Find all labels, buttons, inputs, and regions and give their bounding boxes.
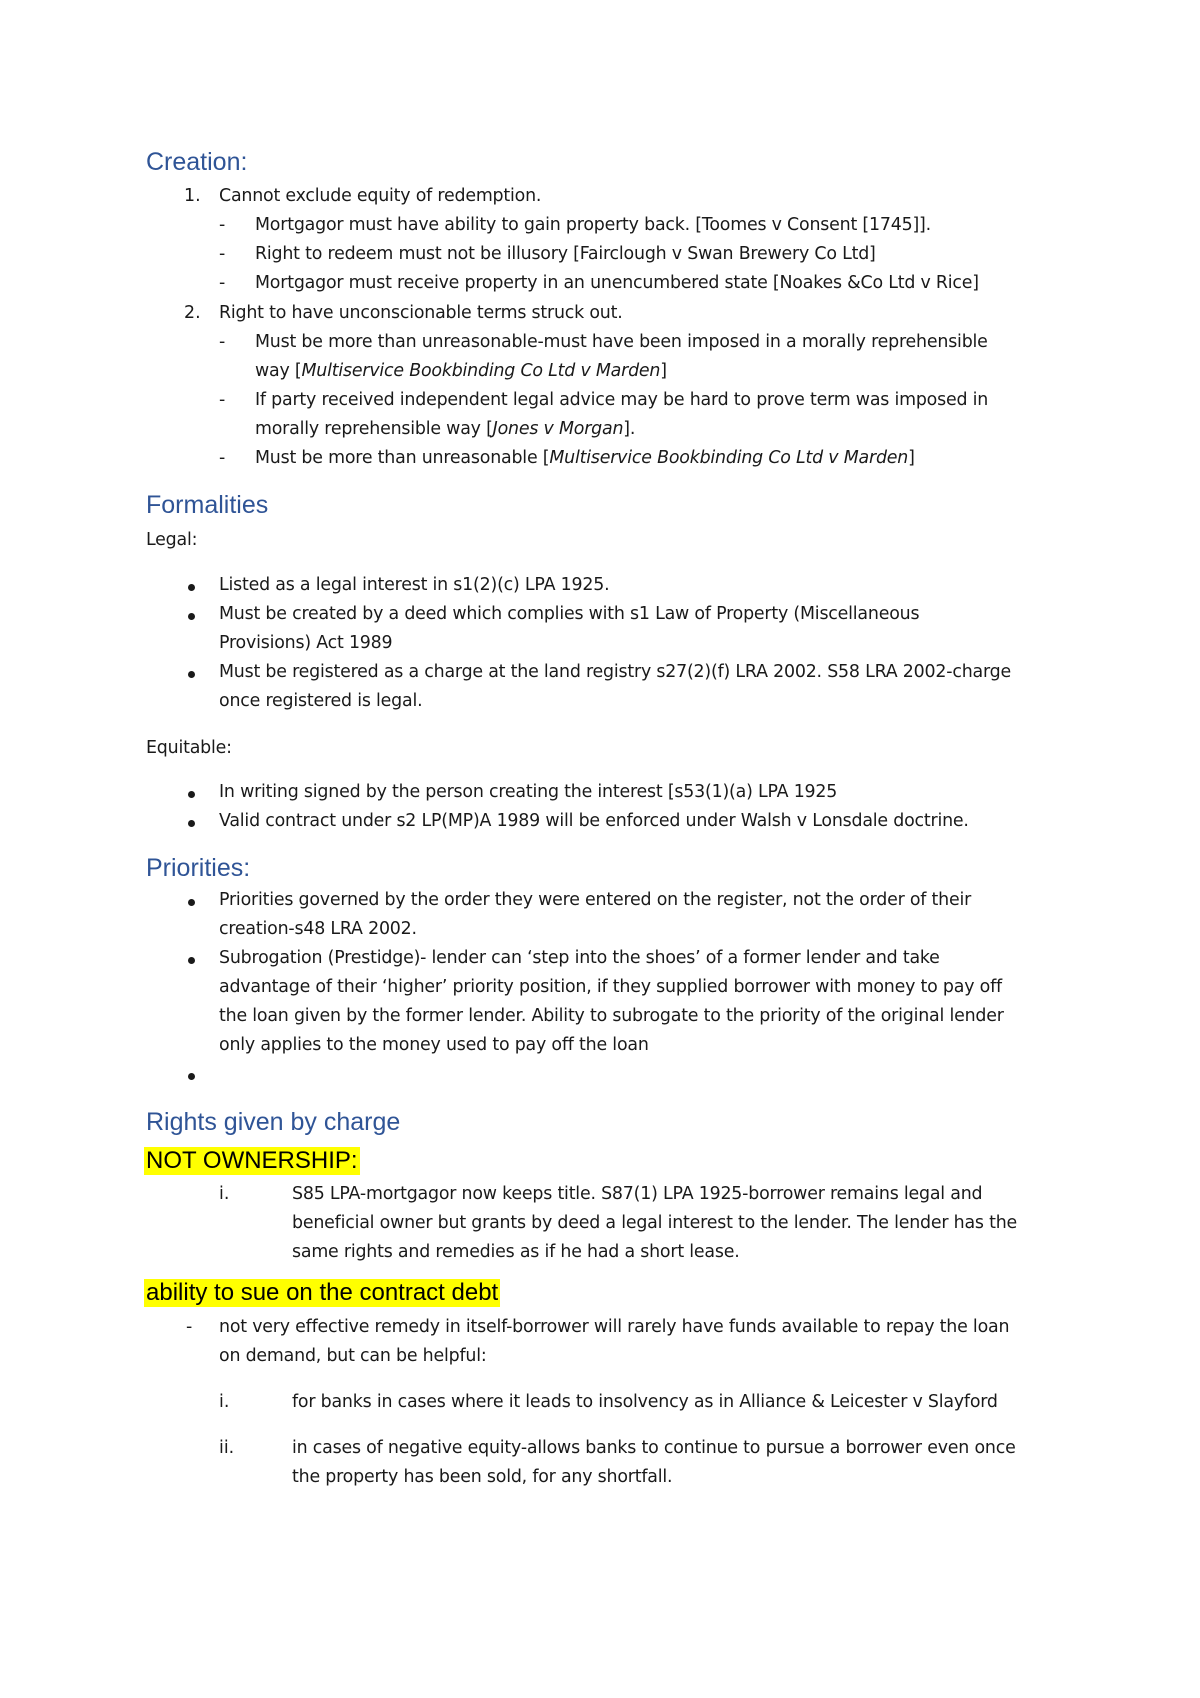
rights-item-i-line-1: S85 LPA-mortgagor now keeps title. S87(1) LPA 1925-borrower remains legal and [292,1184,983,1204]
equitable-label: Equitable: [146,738,232,758]
priorities-heading: Priorities: [146,854,251,882]
case-citation: Jones v Morgan [492,419,624,439]
bullet-dot-empty [188,1073,195,1080]
roman-numeral-i: i. [219,1184,230,1204]
bullet-dot [188,584,195,591]
roman-numeral-i: i. [219,1392,230,1412]
creation-item-1-text: Cannot exclude equity of redemption. [219,186,542,206]
dash-bullet: - [219,273,226,293]
creation-item-2-sub-1-line-2: way [Multiservice Bookbinding Co Ltd v Marden] [255,361,667,381]
case-citation: Multiservice Bookbinding Co Ltd v Marden [301,361,661,381]
roman-numeral-ii: ii. [219,1438,235,1458]
dash-bullet: - [219,332,226,352]
sue-item-ii-line-1: in cases of negative equity-allows banks to continue to pursue a borrower even once [292,1438,1016,1458]
dash-bullet: - [219,390,226,410]
rights-item-i-line-3: same rights and remedies as if he had a short lease. [292,1242,740,1262]
priorities-bullet-2-line-4: only applies to the money used to pay off the loan [219,1035,649,1055]
priorities-bullet-2-line-2: advantage of their ‘higher’ priority position, if they supplied borrower with money to pay off [219,977,1002,997]
creation-item-2-text: Right to have unconscionable terms struck out. [219,303,623,323]
priorities-bullet-1-line-1: Priorities governed by the order they were entered on the register, not the order of their [219,890,972,910]
legal-bullet-1: Listed as a legal interest in s1(2)(c) LPA 1925. [219,575,610,595]
creation-item-1-sub-2: Right to redeem must not be illusory [Fairclough v Swan Brewery Co Ltd] [255,244,876,264]
rights-item-i-line-2: beneficial owner but grants by deed a legal interest to the lender. The lender has the [292,1213,1018,1233]
sue-item-i: for banks in cases where it leads to insolvency as in Alliance & Leicester v Slayford [292,1392,998,1412]
legal-bullet-2-line-1: Must be created by a deed which complies with s1 Law of Property (Miscellaneous [219,604,920,624]
legal-bullet-3-line-1: Must be registered as a charge at the land registry s27(2)(f) LRA 2002. S58 LRA 2002-charge [219,662,1011,682]
equitable-bullet-2: Valid contract under s2 LP(MP)A 1989 will be enforced under Walsh v Lonsdale doctrine. [219,811,969,831]
legal-bullet-2-line-2: Provisions) Act 1989 [219,633,393,653]
formalities-heading: Formalities [146,491,269,519]
creation-item-2-sub-1-line-1: Must be more than unreasonable-must have been imposed in a morally reprehensible [255,332,988,352]
sue-line-1: not very effective remedy in itself-borrower will rarely have funds available to repay the loan [219,1317,1010,1337]
bullet-dot [188,899,195,906]
dash-bullet: - [219,244,226,264]
priorities-bullet-2-line-1: Subrogation (Prestidge)- lender can ‘step into the shoes’ of a former lender and take [219,948,940,968]
legal-bullet-3-line-2: once registered is legal. [219,691,423,711]
bullet-dot [188,957,195,964]
bullet-dot [188,820,195,827]
legal-label: Legal: [146,530,198,550]
case-citation: Multiservice Bookbinding Co Ltd v Marden [549,448,909,468]
equitable-bullet-1: In writing signed by the person creating the interest [s53(1)(a) LPA 1925 [219,782,838,802]
sue-line-2: on demand, but can be helpful: [219,1346,487,1366]
bullet-dot [188,671,195,678]
creation-heading: Creation: [146,148,248,176]
list-number-2: 2. [184,303,201,323]
not-ownership-heading: NOT OWNERSHIP: [146,1147,358,1174]
creation-item-1-sub-3: Mortgagor must receive property in an unencumbered state [Noakes &Co Ltd v Rice] [255,273,979,293]
creation-item-2-sub-2-line-2: morally reprehensible way [Jones v Morgan]. [255,419,636,439]
sue-heading: ability to sue on the contract debt [146,1279,499,1306]
bullet-dot [188,791,195,798]
sue-item-ii-line-2: the property has been sold, for any shortfall. [292,1467,673,1487]
dash-bullet: - [219,215,226,235]
rights-heading: Rights given by charge [146,1108,401,1136]
bullet-dot [188,613,195,620]
dash-bullet: - [219,448,226,468]
priorities-bullet-2-line-3: the loan given by the former lender. Ability to subrogate to the priority of the original lender [219,1006,1004,1026]
dash-bullet: - [186,1317,193,1337]
priorities-bullet-1-line-2: creation-s48 LRA 2002. [219,919,417,939]
creation-item-2-sub-2-line-1: If party received independent legal advice may be hard to prove term was imposed in [255,390,989,410]
creation-item-2-sub-3: Must be more than unreasonable [Multiservice Bookbinding Co Ltd v Marden] [255,448,915,468]
list-number-1: 1. [184,186,201,206]
creation-item-1-sub-1: Mortgagor must have ability to gain property back. [Toomes v Consent [1745]]. [255,215,931,235]
